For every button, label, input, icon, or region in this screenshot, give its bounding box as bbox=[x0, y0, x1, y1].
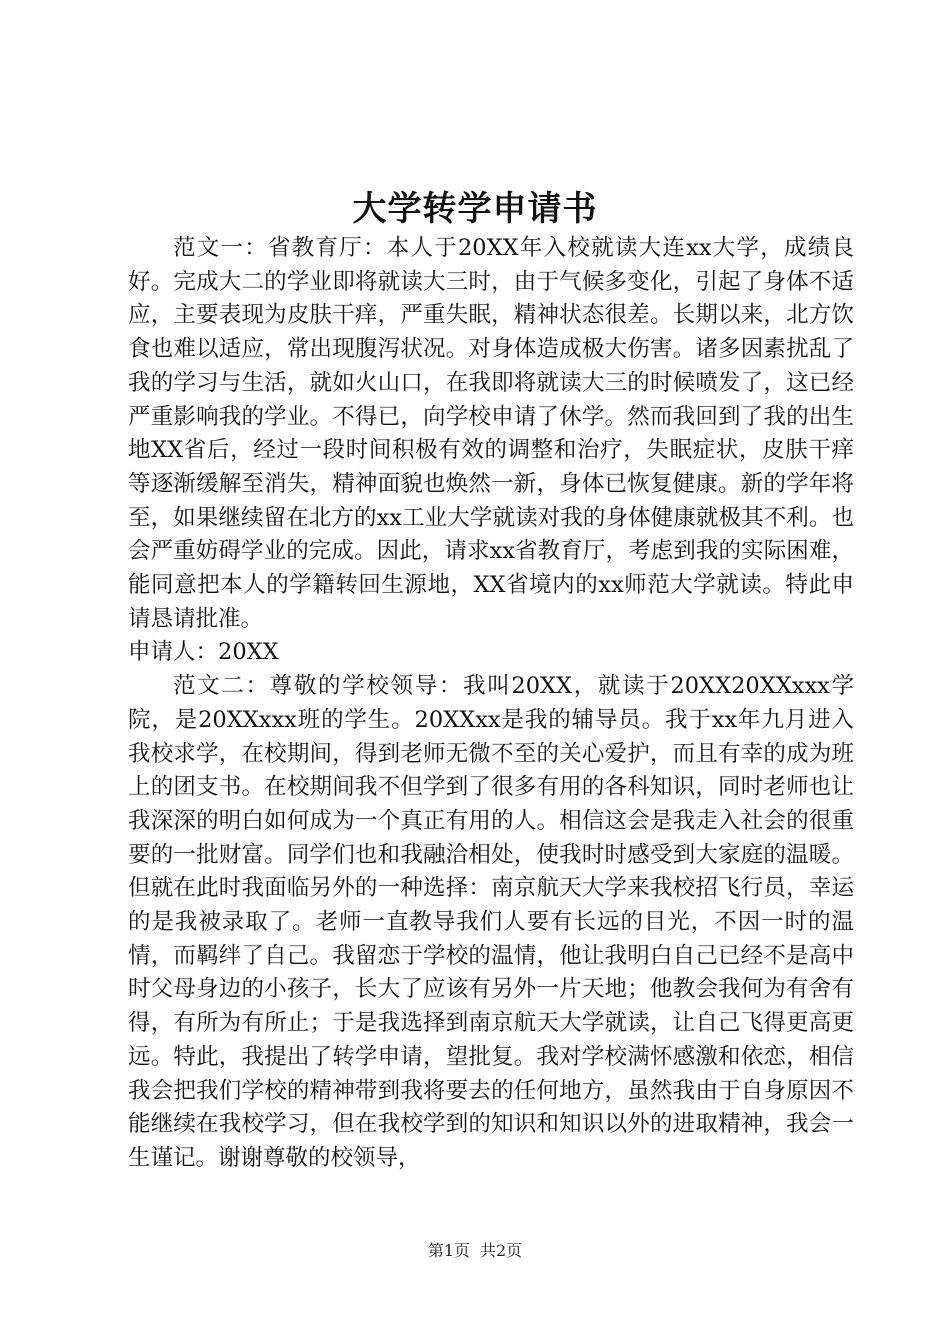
sample-two-paragraph: 范文二：尊敬的学校领导：我叫20XX，就读于20XX20XXxxx学院，是20XXxxx班的学生。20XXxx是我的辅导员。我于xx年九月进入我校求学，在校期间，得到老师无微不至的关心爱护，而且有幸的成为班上的团支书。在校期间我不但学到了很多有用的各科知识，同时老师也让我深深的明白如何成为一个真正有用的人。相信这会是我走入社会的很重要的一批财富。同学们也和我融洽相处，使我时时感受到大家庭的温暖。但就在此时我面临另外的一种选择：南京航天大学来我校招飞行员，幸运的是我被录取了。老师一直教导我们人要有长远的目光，不因一时的温情，而羁绊了自己。我留恋于学校的温情，他让我明白自己已经不是高中时父母身边的小孩子，长大了应该有另外一片天地；他教会我何为有舍有得，有所为有所止；于是我选择到南京航天大学就读，让自己飞得更高更远。特此，我提出了转学申请，望批复。我对学校满怀感激和依恋，相信我会把我们学校的精神带到我将要去的任何地方，虽然我由于自身原因不能继续在我校学习，但在我校学到的知识和知识以外的进取精神，我会一生谨记。谢谢尊敬的校领导， bbox=[128, 673, 854, 1171]
document-body bbox=[128, 232, 854, 1176]
sample-one-paragraph: 范文一：省教育厅：本人于20XX年入校就读大连xx大学，成绩良好。完成大二的学业即将就读大三时，由于气候多变化，引起了身体不适应，主要表现为皮肤干痒，严重失眠，精神状态很差。长期以来，北方饮食也难以适应，常出现腹泻状况。对身体造成极大伤害。诸多因素扰乱了我的学习与生活，就如火山口，在我即将就读大三的时候喷发了，这已经严重影响我的学业。不得已，向学校申请了休学。然而我回到了我的出生地XX省后，经过一段时间积极有效的调整和治疗，失眠症状，皮肤干痒等逐渐缓解至消失，精神面貌也焕然一新，身体已恢复健康。新的学年将至，如果继续留在北方的xx工业大学就读对我的身体健康就极其不利。也会严重妨碍学业的完成。因此，请求xx省教育厅，考虑到我的实际困难，能同意把本人的学籍转回生源地，XX省境内的xx师范大学就读。特此申请恳请批准。 bbox=[128, 235, 854, 632]
page-total: 共2页 bbox=[480, 1241, 523, 1260]
page-number: 第1页 bbox=[427, 1241, 470, 1260]
applicant-signature: 申请人：20XX bbox=[128, 639, 279, 666]
page-footer bbox=[0, 1240, 950, 1262]
document-title: 大学转学申请书 bbox=[352, 189, 598, 229]
